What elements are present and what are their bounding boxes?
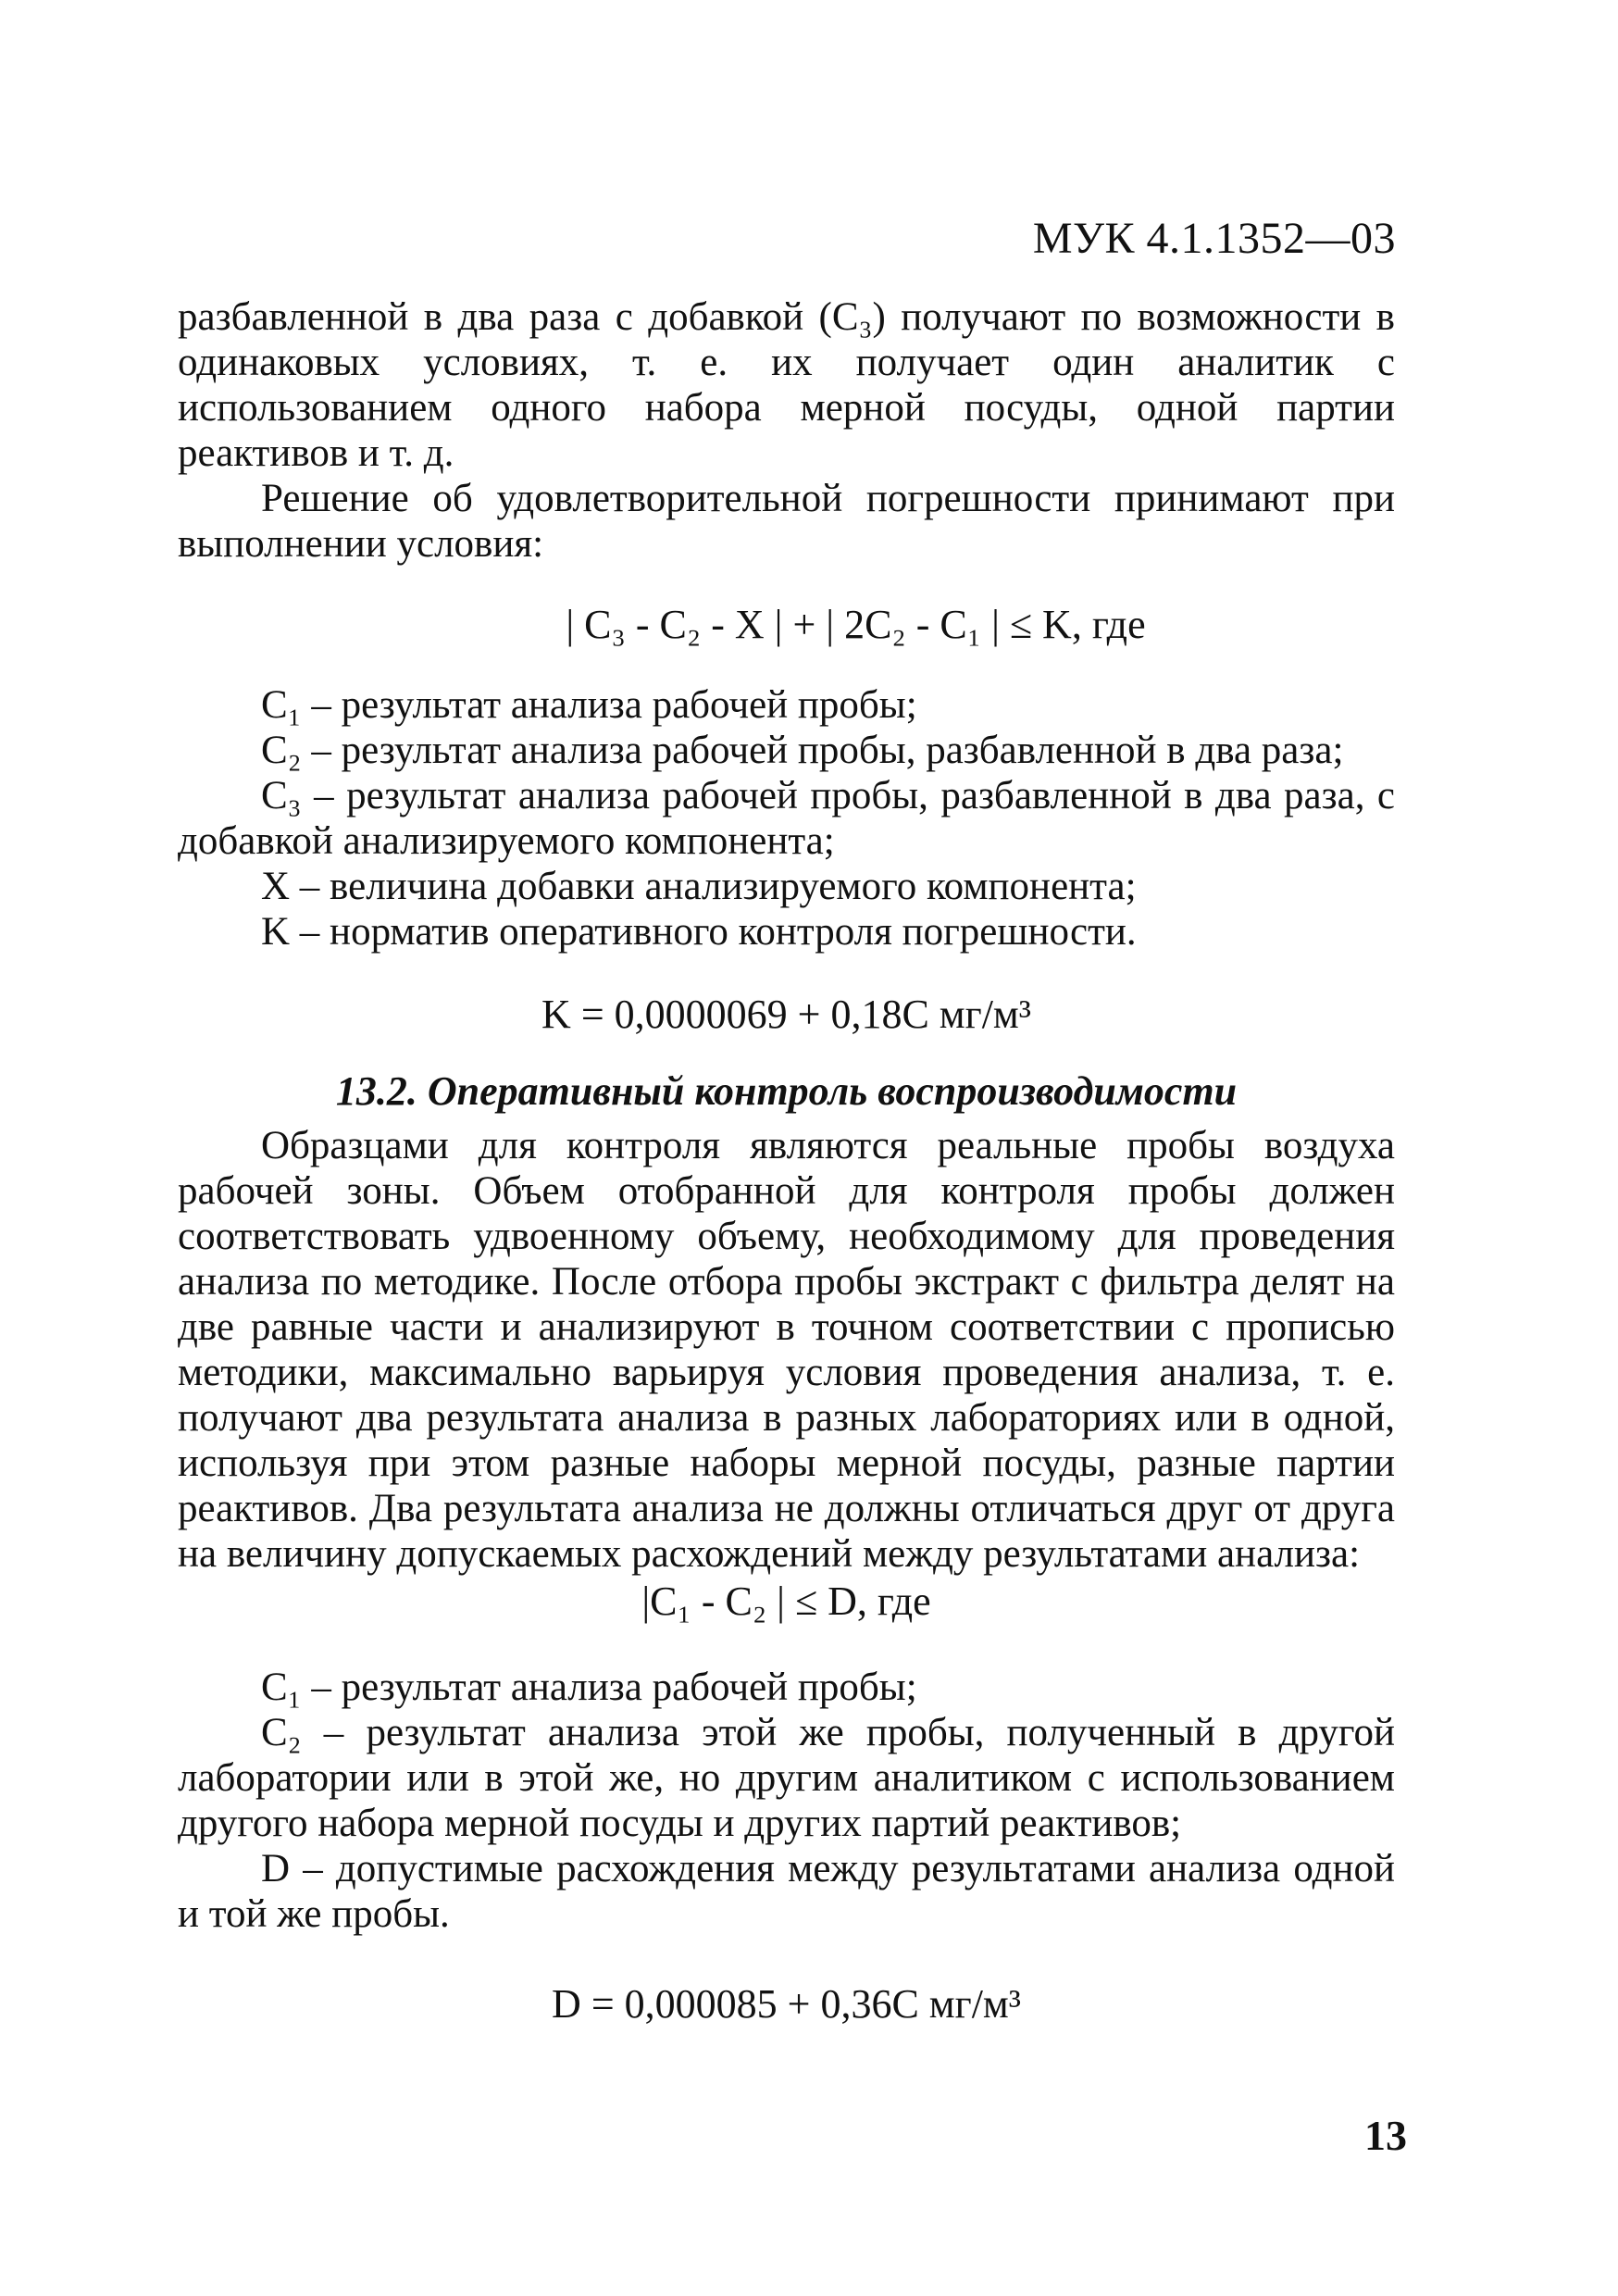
- paragraph-reproducibility: Образцами для контроля являются реальные пробы воздуха рабочей зоны. Объем отобранной для контроля пробы должен соответствовать удвоенному объему, необходимому для проведения анализа по методике. После отбора пробы экстракт с фильтра делят на две равные части и анализируют в точном соответствии с прописью методики, максимально варьируя условия проведения анализа, т. е. получают два результата анализа в разных лабораториях или в одной, используя при этом разные наборы мерной посуды, разные партии реактивов. Два результата анализа не должны отличаться друг от друга на величину допускаемых расхождений между результатами анализа:: [178, 1124, 1395, 1576]
- formula-accuracy-condition: | C₃ - C₂ - X | + | 2C₂ - C₁ | ≤ K, где: [566, 602, 1146, 647]
- definition-c2-second: C₂ – результат анализа этой же пробы, полученный в другой лаборатории или в этой же, но другим аналитиком с использованием другого набора мерной посуды и других партий реактивов;: [178, 1711, 1395, 1845]
- document-code-header: МУК 4.1.1352—03: [1032, 214, 1396, 263]
- definition-x: X – величина добавки анализируемого компонента;: [261, 865, 1137, 908]
- definition-c1-second: C₁ – результат анализа рабочей пробы;: [261, 1666, 917, 1709]
- formula-k-norm: K = 0,0000069 + 0,18C мг/м³: [541, 992, 1031, 1037]
- definition-d: D – допустимые расхождения между результатами анализа одной и той же пробы.: [178, 1847, 1395, 1936]
- definition-c3: C₃ – результат анализа рабочей пробы, разбавленной в два раза, с добавкой анализируемого компонента;: [178, 774, 1395, 863]
- document-body: [178, 294, 1395, 2027]
- paragraph-continuation: разбавленной в два раза с добавкой (C₃) получают по возможности в одинаковых условиях, т. е. их получает один аналитик с использованием одного набора мерной посуды, одной партии реактивов и т. д.: [178, 295, 1395, 475]
- page-number: 13: [1364, 2112, 1407, 2159]
- paragraph-condition-intro: Решение об удовлетворительной погрешности принимают при выполнении условия:: [178, 477, 1395, 566]
- formula-d-norm: D = 0,000085 + 0,36C мг/м³: [552, 1981, 1021, 2027]
- formula-reproducibility-condition: |C₁ - C₂ | ≤ D, где: [641, 1578, 931, 1624]
- section-heading: 13.2. Оперативный контроль воспроизводимости: [335, 1068, 1238, 1114]
- definition-c2: C₂ – результат анализа рабочей пробы, разбавленной в два раза;: [261, 729, 1344, 772]
- definition-c1: C₁ – результат анализа рабочей пробы;: [261, 683, 917, 727]
- definition-k: K – норматив оперативного контроля погрешности.: [261, 910, 1137, 954]
